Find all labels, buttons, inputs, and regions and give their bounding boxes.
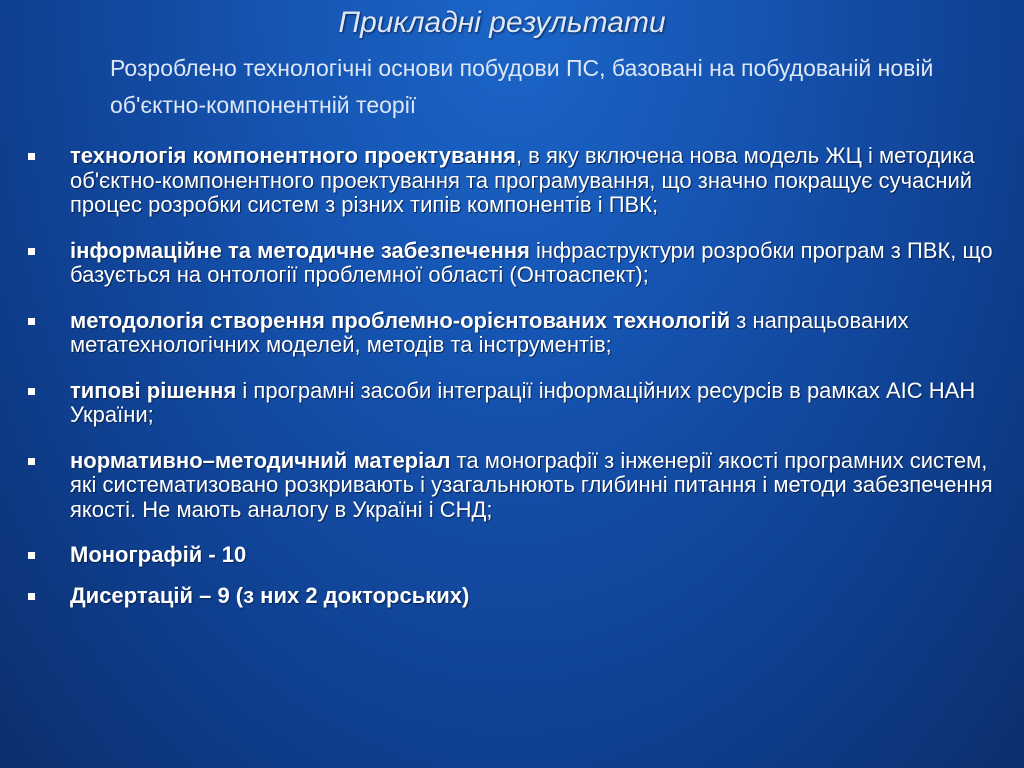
square-bullet-icon xyxy=(28,318,35,325)
square-bullet-icon xyxy=(28,593,35,600)
bullet-item xyxy=(26,449,1011,523)
bullet-bold-text: нормативно–методичний матеріал xyxy=(70,447,451,473)
bullet-bold-text: інформаційне та методичне забезпечення xyxy=(70,237,530,263)
bullet-item xyxy=(26,543,1011,568)
bullet-text: та монографії з інженерії якості програмних систем, які систематизовано розкривають і узагальнюють глибинні питання і методи забезпечення якості. Не мають аналогу в Україні і СНД; xyxy=(70,447,993,522)
bullet-item xyxy=(26,584,1011,609)
bullet-text: інфраструктури розробки програм з ПВК, що базується на онтології проблемної області (Онтоаспект); xyxy=(70,237,993,287)
bullet-bold-text: методологія створення проблемно-орієнтованих технологій xyxy=(70,307,731,333)
square-bullet-icon xyxy=(28,552,35,559)
square-bullet-icon xyxy=(28,388,35,395)
bullet-item xyxy=(26,144,1011,218)
bullet-list xyxy=(26,144,1011,624)
bullet-text: , в яку включена нова модель ЖЦ і методика об'єктно-компонентного проектування та програмування, що значно покращує сучасний процес розробки систем з різних типів компонентів і ПВК; xyxy=(70,143,975,217)
bullet-item xyxy=(26,239,1011,288)
slide-subtitle: Розроблено технологічні основи побудови ПС, базовані на побудованій новій об'єктно-компонентній теорії xyxy=(110,55,934,118)
bullet-bold-text: Дисертацій – 9 (з них 2 докторських) xyxy=(70,582,470,608)
bullet-bold-text: технологія компонентного проектування xyxy=(70,143,516,168)
square-bullet-icon xyxy=(28,153,35,160)
slide-title: Прикладні результати xyxy=(338,6,666,39)
bullet-item xyxy=(26,309,1011,358)
bullet-text: з напрацьованих метатехнологічних моделей, методів та інструментів; xyxy=(70,307,909,357)
square-bullet-icon xyxy=(28,248,35,255)
bullet-bold-text: Монографій - 10 xyxy=(70,542,247,567)
square-bullet-icon xyxy=(28,458,35,465)
bullet-item xyxy=(26,379,1011,428)
bullet-text: і програмні засоби інтеграції інформаційних ресурсів в рамках АІС НАН України; xyxy=(70,377,976,427)
bullet-bold-text: типові рішення xyxy=(70,377,237,403)
